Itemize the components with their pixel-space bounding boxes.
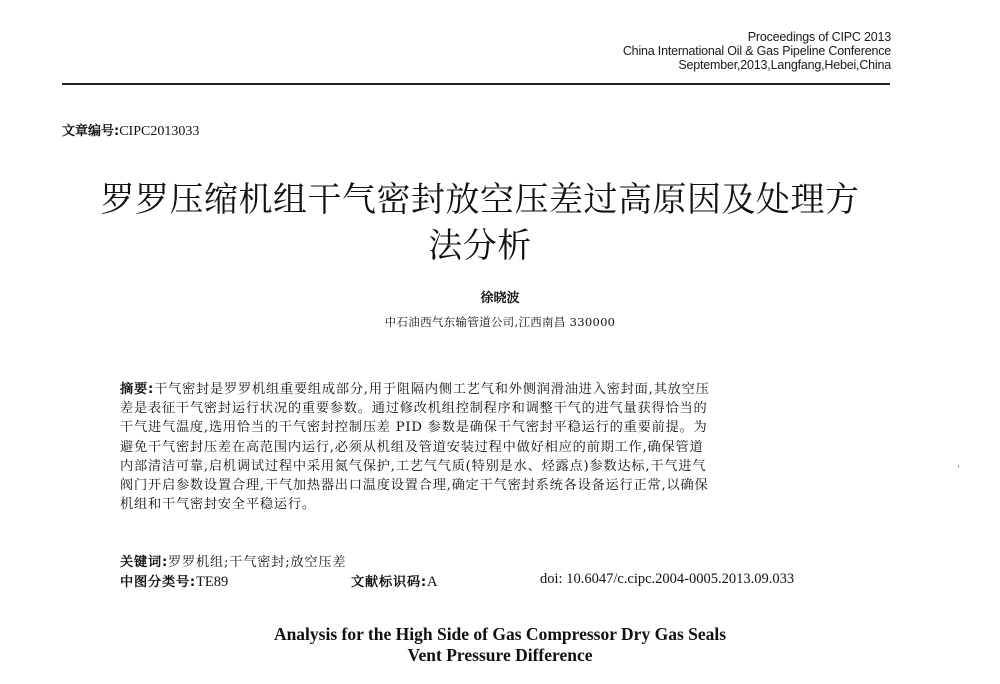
- doi-value: 10.6047/c.cipc.2004-0005.2013.09.033: [562, 571, 795, 587]
- keywords-value: 罗罗机组;干气密封;放空压差: [168, 555, 347, 570]
- title-cn-line-2: 法分析: [428, 226, 532, 266]
- title-en-line-1: Analysis for the High Side of Gas Compressor Dry Gas Seals: [273, 624, 727, 644]
- abstract-line: 差是表征干气密封运行状况的重要参数。通过修改机组控制程序和调整干气的进气量获得恰当的: [120, 401, 708, 417]
- doc-code-label: 文献标识码:: [351, 575, 428, 590]
- title-en-line-2: Vent Pressure Difference: [407, 645, 593, 665]
- clc-value: TE89: [196, 574, 229, 590]
- document-code: [351, 571, 438, 591]
- conference-proceedings: Proceedings of CIPC 2013: [747, 30, 891, 44]
- abstract-label: 摘要:: [120, 382, 155, 397]
- conference-name: China International Oil & Gas Pipeline Conference: [622, 44, 891, 58]
- header-divider: [62, 83, 890, 85]
- abstract-line: 机组和干气密封安全平稳运行。: [120, 497, 316, 513]
- paper-title-chinese: [60, 177, 900, 269]
- paper-title-english: [0, 624, 1000, 666]
- article-id-value: CIPC2013033: [119, 124, 200, 139]
- keywords-label: 关键词:: [120, 555, 169, 570]
- conference-date-location: September,2013,Langfang,Hebei,China: [678, 58, 891, 72]
- author-affiliation: 中石油西气东输管道公司,江西南昌 330000: [384, 315, 616, 329]
- doi: [540, 571, 794, 588]
- abstract-line: 内部清洁可靠,启机调试过程中采用氮气保护,工艺气气质(特别是水、烃露点)参数达标,干气进气: [120, 458, 707, 474]
- classification-line: [120, 571, 880, 591]
- scan-artifact: [958, 465, 959, 468]
- clc-label: 中图分类号:: [120, 575, 197, 590]
- doi-label: doi:: [540, 571, 563, 587]
- abstract: [120, 380, 860, 514]
- conference-header: [623, 30, 891, 72]
- abstract-line: 干气进气温度,选用恰当的干气密封控制压差 PID 参数是确保干气密封平稳运行的重要前提。为: [120, 420, 708, 436]
- abstract-line: 摘要:干气密封是罗罗机组重要组成部分,用于阻隔内侧工艺气和外侧润滑油进入密封面,其放空压: [120, 382, 710, 397]
- keywords: [120, 551, 346, 570]
- abstract-line: 避免干气密封压差在高范围内运行,必须从机组及管道安装过程中做好相应的前期工作,确保管道: [120, 439, 704, 455]
- article-id: [62, 120, 199, 140]
- abstract-line: 阀门开启参数设置合理,干气加热器出口温度设置合理,确定干气密封系统各设备运行正常,以确保: [120, 478, 709, 494]
- author-name: 徐晓波: [480, 291, 520, 306]
- title-cn-line-1: 罗罗压缩机组干气密封放空压差过高原因及处理方: [100, 180, 860, 220]
- doc-code-value: A: [427, 574, 438, 590]
- article-id-label: 文章编号:: [62, 124, 120, 139]
